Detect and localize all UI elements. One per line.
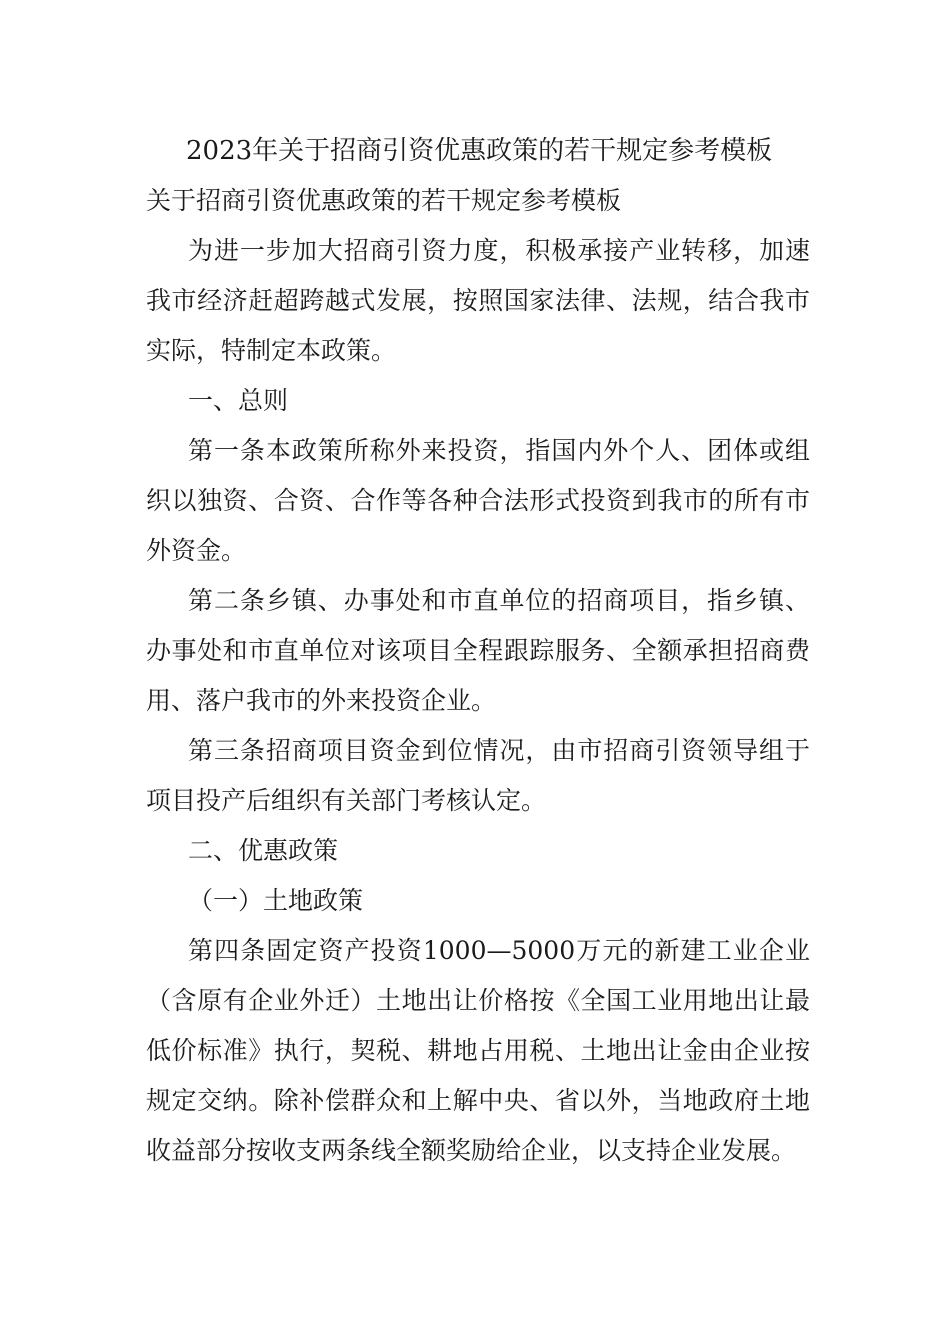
subsection-heading-land: （一）土地政策 (188, 886, 364, 915)
intro-paragraph: 为进一步加大招商引资力度，积极承接产业转移，加速我市经济赶超跨越式发展，按照国家法律、法规，结合我市实际，特制定本政策。 (146, 236, 810, 365)
article-4: 第四条固定资产投资1000—5000万元的新建工业企业（含原有企业外迁）土地出让价格按《全国工业用地出让最低价标准》执行，契税、耕地占用税、土地出让金由企业按规定交纳。除补偿群众和上解中央、省以外，当地政府土地收益部分按收支两条线全额奖励给企业，以支持企业发展。 (146, 936, 810, 1165)
section-heading-general: 一、总则 (188, 386, 289, 415)
article-3: 第三条招商项目资金到位情况，由市招商引资领导组于项目投产后组织有关部门考核认定。 (146, 736, 810, 815)
document-title: 2023年关于招商引资优惠政策的若干规定参考模板 (186, 136, 773, 166)
document-subtitle: 关于招商引资优惠政策的若干规定参考模板 (146, 186, 622, 215)
section-heading-policies: 二、优惠政策 (188, 836, 339, 865)
document-body (146, 226, 810, 1176)
article-1: 第一条本政策所称外来投资，指国内外个人、团体或组织以独资、合资、合作等各种合法形式投资到我市的所有市外资金。 (146, 436, 810, 565)
article-2: 第二条乡镇、办事处和市直单位的招商项目，指乡镇、办事处和市直单位对该项目全程跟踪服务、全额承担招商费用、落户我市的外来投资企业。 (146, 586, 810, 715)
